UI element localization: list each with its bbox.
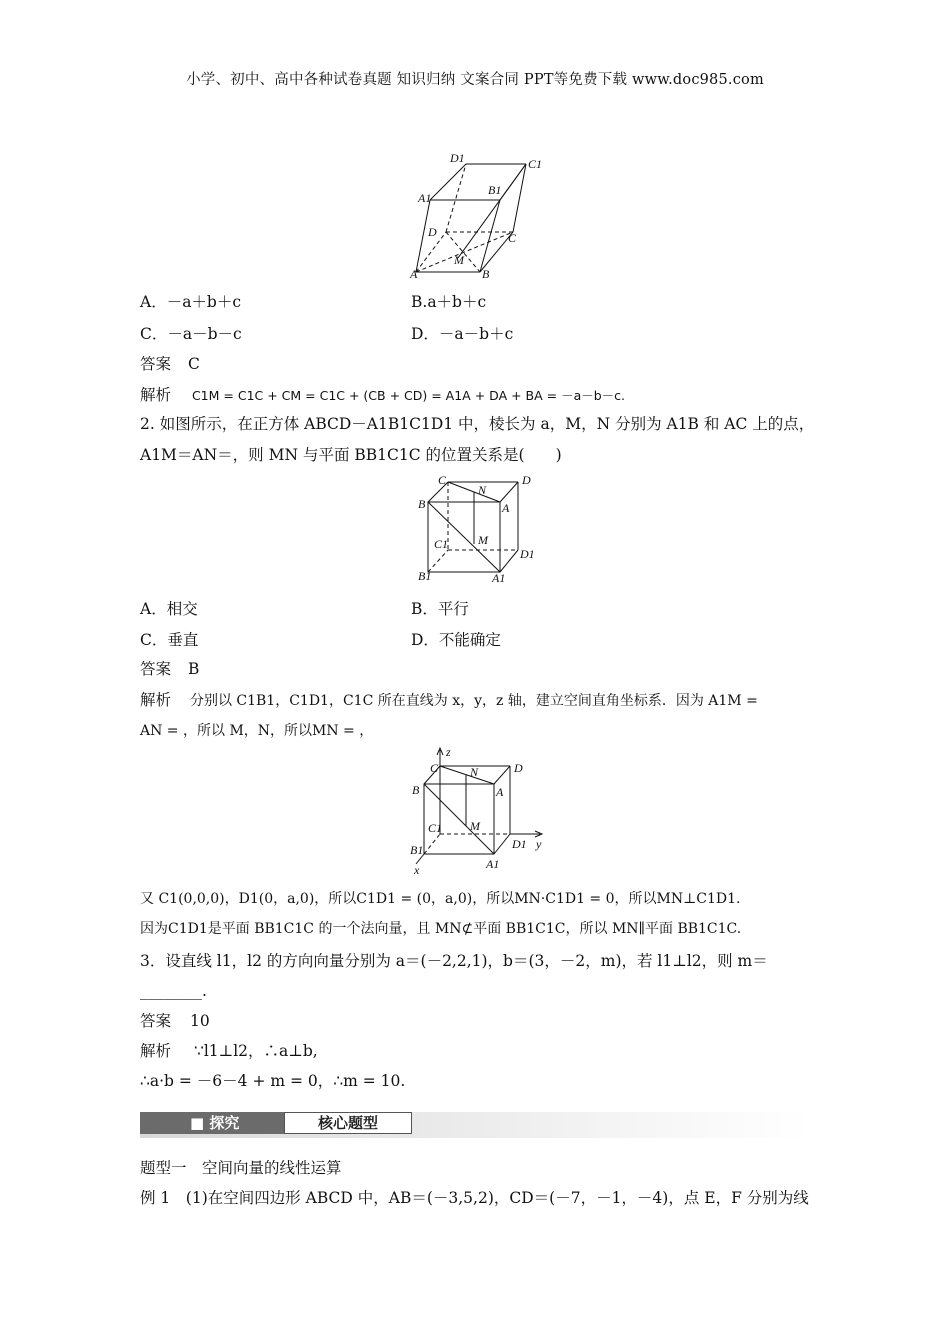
q2-stem-line2: A1M＝AN＝，则 MN 与平面 BB1C1C 的位置关系是( ) (140, 446, 562, 464)
q1-answer: C (187, 355, 200, 373)
q2-answer-row (140, 659, 199, 679)
label-C1: C1 (428, 821, 443, 835)
example-1: 例 1 (1)在空间四边形 ABCD 中，AB＝(－3,5,2)，CD＝(－7，－1，－4)，点 E，F 分别为线 (140, 1189, 809, 1207)
label-C1: C1 (434, 537, 449, 551)
parallelepiped-figure (408, 150, 548, 282)
label-C1: C1 (528, 157, 543, 171)
label-N: N (478, 483, 487, 497)
analysis-label: 解析 (140, 386, 172, 404)
label-C: C (438, 474, 447, 487)
label-B1: B1 (410, 843, 424, 857)
answer-label: 答案 (140, 355, 172, 373)
label-z: z (446, 745, 451, 759)
q1-analysis-row (140, 385, 625, 406)
label-D1: D1 (520, 547, 535, 561)
q1-option-c: C．－a－b－c (140, 325, 242, 343)
q2-analysis-line2: AN = ，所以 M，N，所以MN = ， (140, 723, 374, 739)
label-A: A (496, 785, 504, 799)
label-A: A (410, 267, 418, 281)
label-D: D (428, 225, 437, 239)
label-M: M (454, 253, 464, 267)
q3-analysis-line1: ∵l1⊥l2，∴a⊥b, (193, 1042, 318, 1060)
cube-figure (416, 474, 542, 586)
q2-option-d: D．不能确定 (411, 631, 501, 649)
q3-answer-row (140, 1011, 210, 1031)
q2-analysis-line3: 又 C1(0,0,0)，D1(0，a,0)，所以C1D1 = (0，a,0)，所以MN·C1D1 = 0，所以MN⊥C1D1. (140, 891, 741, 907)
label-A1: A1 (486, 857, 500, 871)
section-banner (140, 1112, 810, 1138)
label-x: x (414, 863, 420, 876)
cube-axes-figure (404, 744, 552, 876)
q3-stem-line1: 3．设直线 l1，l2 的方向向量分别为 a＝(－2,2,1)，b＝(3，－2，m)，若 l1⊥l2，则 m＝ (140, 952, 768, 970)
label-y: y (536, 837, 542, 851)
q1-answer-row (140, 354, 200, 374)
q1-option-d: D．－a－b＋c (411, 325, 514, 343)
q2-analysis-line1: 分别以 C1B1，C1D1，C1C 所在直线为 x，y，z 轴，建立空间直角坐标系．因为 A1M = (189, 693, 758, 709)
q3-stem-line2: ________. (140, 982, 207, 1000)
label-A: A (502, 501, 510, 515)
q3-analysis-row (140, 1041, 318, 1061)
label-B1: B1 (488, 183, 502, 197)
label-C: C (508, 231, 517, 245)
answer-label: 答案 (140, 660, 172, 678)
banner-right-tab: 核心题型 (284, 1112, 412, 1134)
label-M: M (478, 533, 488, 547)
label-D: D (514, 761, 523, 775)
label-B: B (412, 783, 420, 797)
label-B: B (418, 497, 426, 511)
q2-option-c: C．垂直 (140, 631, 199, 649)
analysis-label: 解析 (140, 1042, 172, 1060)
label-N: N (470, 765, 479, 779)
label-C: C (430, 761, 439, 775)
q2-analysis-line4: 因为C1D1是平面 BB1C1C 的一个法向量，且 MN⊄平面 BB1C1C，所以 MN∥平面 BB1C1C. (140, 921, 742, 937)
label-B: B (482, 267, 490, 281)
label-M: M (470, 819, 480, 833)
label-D1: D1 (450, 151, 465, 165)
label-A1: A1 (492, 571, 506, 585)
page-header: 小学、初中、高中各种试卷真题 知识归纳 文案合同 PPT等免费下载 www.doc985.com (186, 72, 764, 88)
q2-analysis-row1 (140, 690, 758, 711)
q3-answer: 10 (189, 1012, 210, 1030)
analysis-label: 解析 (140, 691, 172, 709)
q1-option-b: B.a＋b＋c (411, 293, 487, 311)
label-B1: B1 (418, 569, 432, 583)
q2-stem-line1: 2. 如图所示，在正方体 ABCD－A1B1C1D1 中，棱长为 a，M，N 分别为 A1B 和 AC 上的点， (140, 415, 815, 433)
q1-option-a: A．－a＋b＋c (140, 293, 242, 311)
q2-answer: B (187, 660, 200, 678)
q2-option-a: A．相交 (140, 600, 198, 618)
label-D: D (522, 474, 531, 487)
q1-analysis: C1M = C1C + CM = C1C + (CB + CD) = A1A + DA + BA = －a－b－c. (191, 388, 626, 403)
label-A1: A1 (418, 191, 432, 205)
answer-label: 答案 (140, 1012, 172, 1030)
banner-left-tab: ■ 探究 (140, 1112, 284, 1134)
q3-analysis-line2: ∴a·b = －6－4 + m = 0，∴m = 10. (140, 1072, 406, 1090)
section-title: 题型一 空间向量的线性运算 (140, 1159, 342, 1177)
q2-option-b: B．平行 (411, 600, 469, 618)
label-D1: D1 (512, 837, 527, 851)
